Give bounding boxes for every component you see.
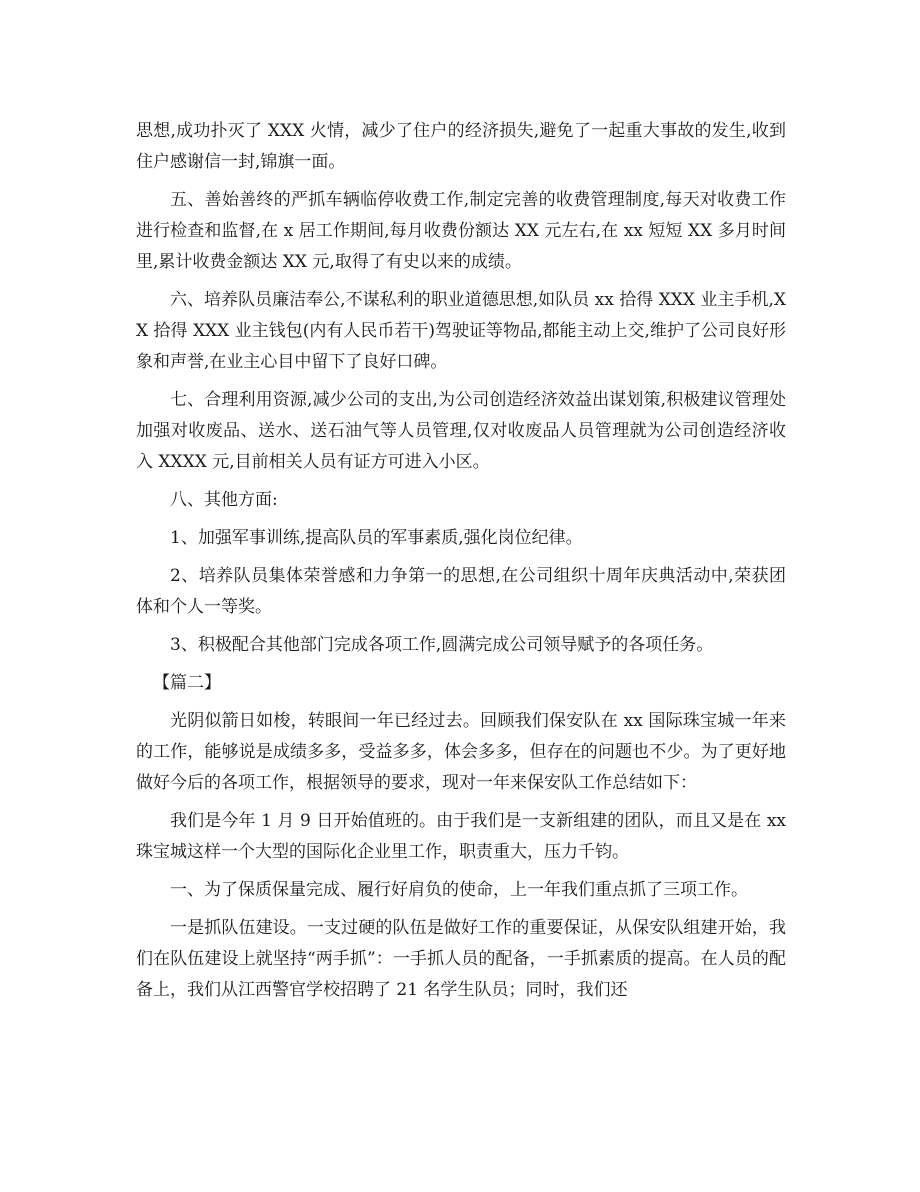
paragraph-subitem-2: 2、培养队员集体荣誉感和力争第一的思想,在公司组织十周年庆典活动中,荣获团体和个人一等奖。 [136, 566, 786, 617]
paragraph-item-8: 八、其他方面: [170, 490, 278, 510]
paragraph-part-1: 一、为了保质保量完成、履行好肩负的使命，上一年我们重点抓了三项工作。 [170, 880, 748, 900]
paragraph-item-5: 五、善始善终的严抓车辆临停收费工作,制定完善的收费管理制度,每天对收费工作进行检查和监督,在 x 居工作期间,每月收费份额达 XX 元左右,在 xx 短短 XX 多月时间里,累计收费金额达 XX 元,取得了有史以来的成绩。 [136, 190, 786, 272]
section-heading: 【篇二】 [153, 673, 221, 693]
paragraph-item-7: 七、合理利用资源,减少公司的支出,为公司创造经济效益出谋划策,积极建议管理处加强对收废品、送水、送石油气等人员管理,仅对收废品人员管理就为公司创造经济收入 XXXX 元,目前相关人员有证方可进入小区。 [136, 390, 786, 472]
paragraph-subitem-1: 1、加强军事训练,提高队员的军事素质,强化岗位纪律。 [170, 528, 583, 548]
paragraph-background: 我们是今年 1 月 9 日开始值班的。由于我们是一支新组建的团队，而且又是在 xx 珠宝城这样一个大型的国际化企业里工作，职责重大，压力千钧。 [136, 811, 786, 862]
paragraph-subitem-3: 3、积极配合其他部门完成各项工作,圆满完成公司领导赋予的各项任务。 [170, 635, 714, 655]
paragraph-continuation: 思想,成功扑灭了 XXX 火情，减少了住户的经济损失,避免了一起重大事故的发生,收到住户感谢信一封,锦旗一面。 [136, 121, 786, 172]
document-body [136, 116, 786, 1013]
paragraph-item-6: 六、培养队员廉洁奉公,不谋私利的职业道德思想,如队员 xx 拾得 XXX 业主手机,XX 拾得 XXX 业主钱包(内有人民币若干)驾驶证等物品,都能主动上交,维护了公司良好形象和声誉,在业主心目中留下了良好口碑。 [136, 290, 786, 372]
paragraph-team-building: 一是抓队伍建设。一支过硬的队伍是做好工作的重要保证，从保安队组建开始，我们在队伍建设上就坚持“两手抓”：一手抓人员的配备，一手抓素质的提高。在人员的配备上，我们从江西警官学校招聘了 21 名学生队员；同时，我们还 [136, 918, 786, 1000]
paragraph-intro: 光阴似箭日如梭，转眼间一年已经过去。回顾我们保安队在 xx 国际珠宝城一年来的工作，能够说是成绩多多，受益多多，体会多多，但存在的问题也不少。为了更好地做好今后的各项工作，根据领导的要求，现对一年来保安队工作总结如下： [136, 711, 786, 793]
